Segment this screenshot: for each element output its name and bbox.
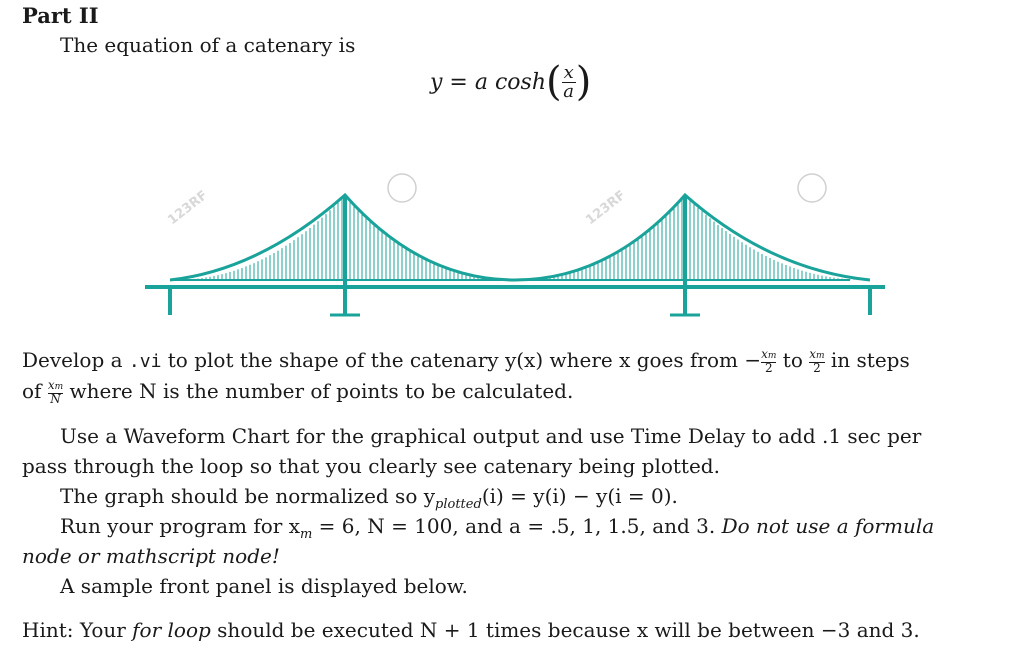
- frac-xm-n: [48, 380, 63, 405]
- suspension-bridge-illustration: [140, 150, 890, 320]
- p1-text-b: to plot the shape of the catenary y(x) where x goes from −: [161, 348, 762, 372]
- hint-text: [22, 615, 1007, 645]
- hint-italic: for loop: [132, 618, 211, 642]
- p4-text-a: Run your program for x: [60, 514, 300, 538]
- p4-line2: node or mathscript node!: [22, 544, 280, 568]
- frac2-num-x: x: [809, 347, 816, 361]
- frac-num-x: x: [761, 347, 768, 361]
- p1-text-a: Develop a: [22, 348, 129, 372]
- paragraph-1-line-1: [22, 345, 1007, 377]
- frac2-num-sub: m: [816, 351, 825, 361]
- p1-line2-b: where N is the number of points to be calculated.: [63, 379, 574, 403]
- p4-subscript: m: [299, 527, 313, 542]
- fraction-numerator: x: [563, 61, 574, 83]
- hint-a: Hint: Your: [22, 618, 133, 642]
- equation-fraction: [562, 61, 576, 102]
- frac3-den: N: [50, 392, 61, 406]
- p1-to: to: [776, 348, 810, 372]
- watermark-2: 123RF: [583, 187, 629, 229]
- section-heading: Part II: [22, 3, 99, 28]
- paragraph-2-line-2: pass through the loop so that you clearly see catenary being plotted.: [22, 454, 720, 478]
- fraction-denominator: a: [563, 80, 575, 102]
- p3-text: The graph should be normalized so y: [60, 484, 436, 508]
- frac-neg-xm-2: [761, 349, 776, 374]
- catenary-equation: [430, 59, 592, 105]
- p1-line2-a: of: [22, 379, 48, 403]
- hint-b: should be executed N + 1 times because x will be between −3 and 3.: [210, 618, 920, 642]
- watermark-1: 123RF: [165, 187, 211, 229]
- left-paren: (: [545, 59, 562, 105]
- frac-num-sub: m: [767, 351, 777, 361]
- vi-code: .vi: [128, 351, 162, 372]
- p1-text-c: in steps: [824, 348, 910, 372]
- paragraph-5: A sample front panel is displayed below.: [60, 574, 468, 598]
- p3-rest: (i) = y(i) − y(i = 0).: [481, 484, 678, 508]
- paragraph-2-line-1: Use a Waveform Chart for the graphical output and use Time Delay to add .1 sec per: [60, 424, 922, 448]
- p4-text-b: = 6, N = 100, and a = .5, 1, 1.5, and 3.: [312, 514, 722, 538]
- frac-xm-2: [809, 349, 824, 374]
- paragraph-4-line-2: [22, 541, 1007, 571]
- intro-label: The equation of a catenary is: [60, 33, 356, 57]
- p4-italic: Do not use a formula: [721, 514, 935, 538]
- paragraph-1-line-2: [22, 376, 1007, 406]
- frac3-num-x: x: [47, 378, 55, 392]
- frac2-den: 2: [813, 361, 821, 375]
- frac3-num-sub: m: [54, 382, 64, 392]
- frac-den: 2: [764, 361, 773, 375]
- p3-subscript: plotted: [435, 497, 482, 512]
- equation-lhs: y = a cosh: [430, 69, 546, 95]
- right-paren: ): [575, 59, 592, 105]
- intro-text: [22, 30, 1007, 60]
